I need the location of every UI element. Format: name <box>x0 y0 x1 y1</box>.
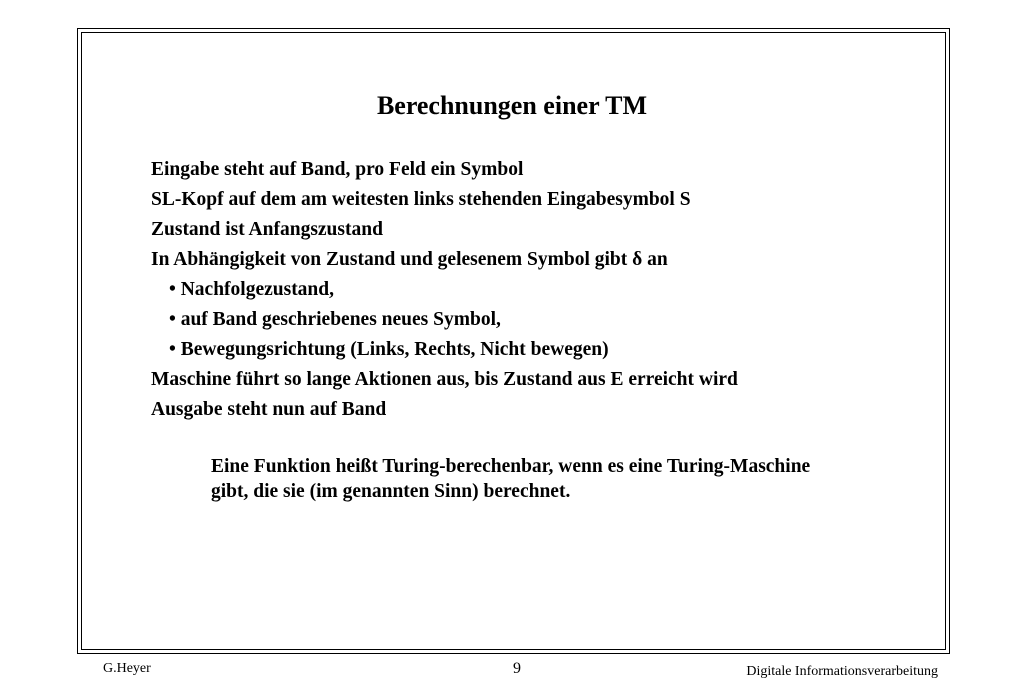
footer-author: G.Heyer <box>103 661 151 676</box>
bullet-item: • Bewegungsrichtung (Links, Rechts, Nicht bewegen) <box>169 339 609 360</box>
definition-paragraph: Eine Funktion heißt Turing-berechenbar, wenn es eine Turing-Maschine gibt, die sie (im genannten Sinn) berechnet. <box>211 456 811 502</box>
footer-course: Digitale Informationsverarbeitung <box>746 664 938 679</box>
body-line: In Abhängigkeit von Zustand und gelesenem Symbol gibt δ an <box>151 249 668 270</box>
body-line: Ausgabe steht nun auf Band <box>151 399 387 420</box>
body-line: SL-Kopf auf dem am weitesten links stehenden Eingabesymbol S <box>151 189 691 210</box>
body-line: Maschine führt so lange Aktionen aus, bis Zustand aus E erreicht wird <box>151 369 738 390</box>
body-line: Zustand ist Anfangszustand <box>151 219 383 240</box>
slide-body <box>151 155 931 425</box>
body-line: Eingabe steht auf Band, pro Feld ein Symbol <box>151 159 524 180</box>
bullet-item: • auf Band geschriebenes neues Symbol, <box>169 309 501 330</box>
footer-page-number: 9 <box>513 660 521 677</box>
slide-title: Berechnungen einer TM <box>376 91 648 120</box>
bullet-item: • Nachfolgezustand, <box>169 279 334 300</box>
